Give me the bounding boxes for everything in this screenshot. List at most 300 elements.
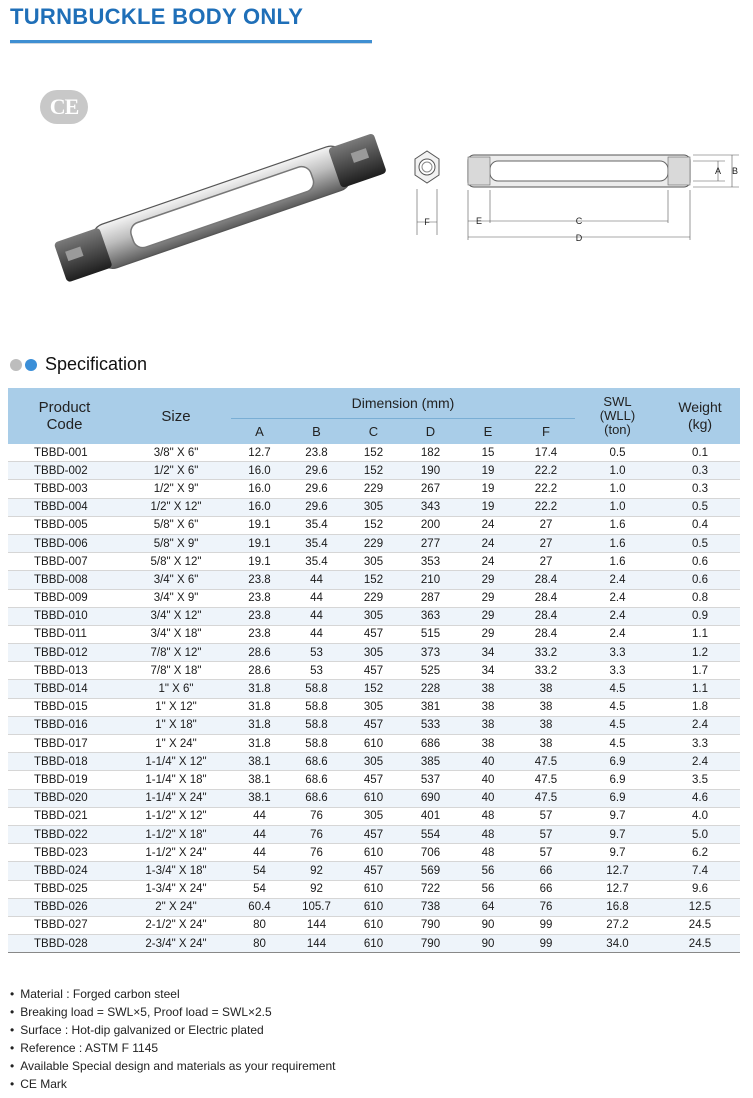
cell-d: 690 xyxy=(402,789,459,807)
cell-size: 1" X 24" xyxy=(121,735,231,753)
cell-weight: 6.2 xyxy=(660,844,740,862)
notes-list xyxy=(10,985,336,1093)
cell-d: 515 xyxy=(402,625,459,643)
cell-swl: 1.0 xyxy=(575,498,660,516)
dimension-drawing xyxy=(405,145,745,250)
cell-e: 24 xyxy=(459,553,517,571)
cell-e: 90 xyxy=(459,916,517,934)
cell-weight: 0.8 xyxy=(660,589,740,607)
cell-b: 92 xyxy=(288,880,345,898)
cell-size: 1/2" X 6" xyxy=(121,462,231,480)
cell-size: 3/4" X 18" xyxy=(121,625,231,643)
cell-code: TBBD-010 xyxy=(8,607,121,625)
cell-swl: 1.0 xyxy=(575,462,660,480)
cell-a: 19.1 xyxy=(231,516,288,534)
cell-code: TBBD-002 xyxy=(8,462,121,480)
bullet-dot-grey xyxy=(10,359,22,371)
cell-size: 5/8" X 9" xyxy=(121,534,231,552)
cell-c: 457 xyxy=(345,862,402,880)
cell-swl: 6.9 xyxy=(575,771,660,789)
cell-b: 53 xyxy=(288,662,345,680)
cell-swl: 2.4 xyxy=(575,571,660,589)
header-dim-c: C xyxy=(345,418,402,444)
cell-size: 7/8" X 12" xyxy=(121,644,231,662)
cell-swl: 3.3 xyxy=(575,662,660,680)
cell-e: 34 xyxy=(459,644,517,662)
cell-a: 23.8 xyxy=(231,571,288,589)
table-row xyxy=(8,516,740,534)
cell-c: 229 xyxy=(345,589,402,607)
cell-f: 38 xyxy=(517,735,575,753)
cell-swl: 1.6 xyxy=(575,516,660,534)
end-view-nut xyxy=(415,151,439,235)
cell-size: 3/8" X 6" xyxy=(121,444,231,462)
cell-size: 2-3/4" X 24" xyxy=(121,935,231,953)
cell-b: 44 xyxy=(288,571,345,589)
cell-weight: 2.4 xyxy=(660,753,740,771)
cell-code: TBBD-015 xyxy=(8,698,121,716)
cell-e: 29 xyxy=(459,571,517,589)
cell-e: 19 xyxy=(459,498,517,516)
cell-d: 790 xyxy=(402,935,459,953)
cell-code: TBBD-025 xyxy=(8,880,121,898)
cell-code: TBBD-026 xyxy=(8,898,121,916)
cell-c: 457 xyxy=(345,716,402,734)
cell-swl: 3.3 xyxy=(575,644,660,662)
table-row xyxy=(8,916,740,934)
table-row xyxy=(8,716,740,734)
cell-c: 610 xyxy=(345,935,402,953)
note-breaking-load: • Breaking load = SWL×5, Proof load = SWL×2.5 xyxy=(10,1003,336,1021)
cell-weight: 1.1 xyxy=(660,680,740,698)
cell-size: 1/2" X 12" xyxy=(121,498,231,516)
note-surface: • Surface : Hot-dip galvanized or Electric plated xyxy=(10,1021,336,1039)
header-dim-a: A xyxy=(231,418,288,444)
cell-weight: 0.5 xyxy=(660,498,740,516)
cell-e: 48 xyxy=(459,825,517,843)
specification-heading xyxy=(10,354,147,375)
cell-c: 305 xyxy=(345,498,402,516)
header-size: Size xyxy=(121,388,231,444)
cell-a: 38.1 xyxy=(231,753,288,771)
cell-d: 706 xyxy=(402,844,459,862)
header-dim-d: D xyxy=(402,418,459,444)
cell-e: 56 xyxy=(459,880,517,898)
cell-swl: 9.7 xyxy=(575,807,660,825)
header-dimension: Dimension (mm) xyxy=(231,388,575,418)
table-row xyxy=(8,771,740,789)
cell-f: 28.4 xyxy=(517,589,575,607)
cell-e: 29 xyxy=(459,589,517,607)
cell-swl: 4.5 xyxy=(575,698,660,716)
table-row xyxy=(8,862,740,880)
cell-weight: 24.5 xyxy=(660,935,740,953)
cell-size: 1-1/2" X 24" xyxy=(121,844,231,862)
cell-b: 53 xyxy=(288,644,345,662)
cell-b: 58.8 xyxy=(288,716,345,734)
cell-f: 76 xyxy=(517,898,575,916)
cell-swl: 12.7 xyxy=(575,862,660,880)
cell-code: TBBD-018 xyxy=(8,753,121,771)
cell-code: TBBD-017 xyxy=(8,735,121,753)
cell-e: 19 xyxy=(459,462,517,480)
cell-f: 17.4 xyxy=(517,444,575,462)
cell-code: TBBD-024 xyxy=(8,862,121,880)
cell-a: 16.0 xyxy=(231,498,288,516)
cell-c: 457 xyxy=(345,625,402,643)
cell-e: 48 xyxy=(459,844,517,862)
cell-e: 38 xyxy=(459,735,517,753)
dim-label-e: E xyxy=(475,216,483,226)
header-dim-f: F xyxy=(517,418,575,444)
cell-c: 305 xyxy=(345,553,402,571)
cell-weight: 0.6 xyxy=(660,553,740,571)
table-row xyxy=(8,607,740,625)
cell-code: TBBD-014 xyxy=(8,680,121,698)
cell-c: 305 xyxy=(345,607,402,625)
cell-a: 31.8 xyxy=(231,698,288,716)
cell-a: 54 xyxy=(231,880,288,898)
dim-label-a: A xyxy=(714,166,722,176)
cell-size: 1" X 6" xyxy=(121,680,231,698)
table-row xyxy=(8,789,740,807)
cell-a: 16.0 xyxy=(231,480,288,498)
cell-a: 23.8 xyxy=(231,607,288,625)
header-weight: Weight (kg) xyxy=(660,388,740,444)
cell-c: 305 xyxy=(345,753,402,771)
cell-swl: 1.6 xyxy=(575,553,660,571)
cell-f: 57 xyxy=(517,807,575,825)
header-product-code: Product Code xyxy=(8,388,121,444)
cell-b: 76 xyxy=(288,807,345,825)
cell-c: 610 xyxy=(345,916,402,934)
cell-f: 66 xyxy=(517,862,575,880)
cell-d: 267 xyxy=(402,480,459,498)
cell-f: 22.2 xyxy=(517,498,575,516)
table-row xyxy=(8,735,740,753)
section-title: Specification xyxy=(45,354,148,374)
cell-a: 80 xyxy=(231,935,288,953)
cell-c: 610 xyxy=(345,844,402,862)
cell-c: 152 xyxy=(345,516,402,534)
cell-code: TBBD-008 xyxy=(8,571,121,589)
title-underline-shadow xyxy=(10,43,372,44)
cell-swl: 9.7 xyxy=(575,825,660,843)
cell-size: 1-1/2" X 18" xyxy=(121,825,231,843)
cell-code: TBBD-005 xyxy=(8,516,121,534)
cell-a: 28.6 xyxy=(231,644,288,662)
cell-code: TBBD-013 xyxy=(8,662,121,680)
table-row xyxy=(8,753,740,771)
cell-swl: 2.4 xyxy=(575,625,660,643)
cell-weight: 0.5 xyxy=(660,534,740,552)
cell-f: 47.5 xyxy=(517,753,575,771)
cell-a: 38.1 xyxy=(231,789,288,807)
table-row xyxy=(8,698,740,716)
cell-size: 1-1/4" X 12" xyxy=(121,753,231,771)
cell-e: 24 xyxy=(459,516,517,534)
cell-weight: 24.5 xyxy=(660,916,740,934)
cell-e: 40 xyxy=(459,771,517,789)
cell-c: 229 xyxy=(345,534,402,552)
header-dim-b: B xyxy=(288,418,345,444)
cell-e: 38 xyxy=(459,680,517,698)
cell-d: 287 xyxy=(402,589,459,607)
cell-size: 1" X 18" xyxy=(121,716,231,734)
dim-label-f: F xyxy=(424,217,430,227)
cell-f: 38 xyxy=(517,680,575,698)
cell-size: 7/8" X 18" xyxy=(121,662,231,680)
cell-c: 152 xyxy=(345,571,402,589)
cell-d: 554 xyxy=(402,825,459,843)
cell-code: TBBD-011 xyxy=(8,625,121,643)
note-material: • Material : Forged carbon steel xyxy=(10,985,336,1003)
cell-size: 1-1/2" X 12" xyxy=(121,807,231,825)
cell-a: 28.6 xyxy=(231,662,288,680)
ce-mark-logo: CE xyxy=(40,90,88,124)
cell-weight: 5.0 xyxy=(660,825,740,843)
cell-weight: 1.1 xyxy=(660,625,740,643)
cell-code: TBBD-007 xyxy=(8,553,121,571)
cell-d: 569 xyxy=(402,862,459,880)
cell-c: 610 xyxy=(345,898,402,916)
cell-f: 33.2 xyxy=(517,644,575,662)
turnbuckle-photo xyxy=(50,115,390,290)
table-row xyxy=(8,498,740,516)
cell-a: 44 xyxy=(231,807,288,825)
cell-a: 44 xyxy=(231,844,288,862)
cell-swl: 4.5 xyxy=(575,716,660,734)
cell-a: 19.1 xyxy=(231,534,288,552)
cell-c: 305 xyxy=(345,807,402,825)
table-row xyxy=(8,553,740,571)
cell-code: TBBD-006 xyxy=(8,534,121,552)
cell-swl: 4.5 xyxy=(575,680,660,698)
cell-weight: 0.9 xyxy=(660,607,740,625)
cell-d: 537 xyxy=(402,771,459,789)
table-row xyxy=(8,644,740,662)
cell-f: 38 xyxy=(517,716,575,734)
table-row xyxy=(8,662,740,680)
cell-weight: 0.3 xyxy=(660,462,740,480)
cell-f: 99 xyxy=(517,935,575,953)
cell-c: 152 xyxy=(345,680,402,698)
specification-table xyxy=(8,388,740,953)
cell-weight: 0.6 xyxy=(660,571,740,589)
cell-weight: 2.4 xyxy=(660,716,740,734)
cell-swl: 16.8 xyxy=(575,898,660,916)
cell-f: 28.4 xyxy=(517,571,575,589)
cell-c: 457 xyxy=(345,662,402,680)
cell-code: TBBD-021 xyxy=(8,807,121,825)
cell-b: 58.8 xyxy=(288,735,345,753)
dim-label-b: B xyxy=(731,166,739,176)
table-row xyxy=(8,480,740,498)
cell-b: 44 xyxy=(288,607,345,625)
cell-swl: 4.5 xyxy=(575,735,660,753)
cell-size: 1-3/4" X 18" xyxy=(121,862,231,880)
cell-weight: 1.8 xyxy=(660,698,740,716)
cell-d: 343 xyxy=(402,498,459,516)
cell-a: 80 xyxy=(231,916,288,934)
cell-c: 610 xyxy=(345,735,402,753)
side-view-body xyxy=(468,155,739,243)
bullet-dot-blue xyxy=(25,359,37,371)
cell-a: 19.1 xyxy=(231,553,288,571)
cell-size: 1-1/4" X 18" xyxy=(121,771,231,789)
cell-swl: 9.7 xyxy=(575,844,660,862)
cell-f: 38 xyxy=(517,698,575,716)
cell-b: 44 xyxy=(288,625,345,643)
header-dim-e: E xyxy=(459,418,517,444)
cell-weight: 0.4 xyxy=(660,516,740,534)
cell-d: 210 xyxy=(402,571,459,589)
cell-size: 2" X 24" xyxy=(121,898,231,916)
cell-d: 686 xyxy=(402,735,459,753)
cell-b: 35.4 xyxy=(288,516,345,534)
cell-swl: 27.2 xyxy=(575,916,660,934)
cell-d: 182 xyxy=(402,444,459,462)
cell-e: 90 xyxy=(459,935,517,953)
cell-a: 23.8 xyxy=(231,589,288,607)
cell-weight: 4.0 xyxy=(660,807,740,825)
cell-c: 229 xyxy=(345,480,402,498)
cell-c: 457 xyxy=(345,771,402,789)
cell-e: 64 xyxy=(459,898,517,916)
cell-b: 29.6 xyxy=(288,462,345,480)
cell-b: 144 xyxy=(288,916,345,934)
cell-c: 152 xyxy=(345,444,402,462)
cell-d: 373 xyxy=(402,644,459,662)
cell-weight: 4.6 xyxy=(660,789,740,807)
cell-f: 99 xyxy=(517,916,575,934)
cell-weight: 7.4 xyxy=(660,862,740,880)
cell-swl: 2.4 xyxy=(575,589,660,607)
cell-size: 1-1/4" X 24" xyxy=(121,789,231,807)
cell-weight: 0.3 xyxy=(660,480,740,498)
cell-size: 1/2" X 9" xyxy=(121,480,231,498)
cell-swl: 2.4 xyxy=(575,607,660,625)
cell-a: 12.7 xyxy=(231,444,288,462)
note-ce-mark: • CE Mark xyxy=(10,1075,336,1093)
table-row xyxy=(8,534,740,552)
cell-code: TBBD-003 xyxy=(8,480,121,498)
cell-f: 47.5 xyxy=(517,771,575,789)
cell-b: 68.6 xyxy=(288,753,345,771)
page-title: TURNBUCKLE BODY ONLY xyxy=(10,4,304,29)
cell-b: 76 xyxy=(288,825,345,843)
cell-e: 29 xyxy=(459,625,517,643)
note-reference: • Reference : ASTM F 1145 xyxy=(10,1039,336,1057)
cell-c: 610 xyxy=(345,789,402,807)
cell-d: 722 xyxy=(402,880,459,898)
cell-f: 57 xyxy=(517,825,575,843)
cell-size: 1" X 12" xyxy=(121,698,231,716)
cell-code: TBBD-019 xyxy=(8,771,121,789)
cell-weight: 12.5 xyxy=(660,898,740,916)
cell-weight: 3.3 xyxy=(660,735,740,753)
cell-e: 24 xyxy=(459,534,517,552)
cell-b: 105.7 xyxy=(288,898,345,916)
table-row xyxy=(8,807,740,825)
cell-d: 738 xyxy=(402,898,459,916)
table-row xyxy=(8,462,740,480)
header-swl: SWL (WLL) (ton) xyxy=(575,388,660,444)
cell-swl: 6.9 xyxy=(575,789,660,807)
cell-b: 92 xyxy=(288,862,345,880)
cell-b: 23.8 xyxy=(288,444,345,462)
cell-b: 44 xyxy=(288,589,345,607)
cell-weight: 0.1 xyxy=(660,444,740,462)
table-row xyxy=(8,898,740,916)
cell-weight: 1.2 xyxy=(660,644,740,662)
cell-d: 381 xyxy=(402,698,459,716)
cell-e: 40 xyxy=(459,753,517,771)
cell-weight: 9.6 xyxy=(660,880,740,898)
cell-d: 401 xyxy=(402,807,459,825)
cell-a: 31.8 xyxy=(231,680,288,698)
cell-b: 144 xyxy=(288,935,345,953)
cell-c: 152 xyxy=(345,462,402,480)
cell-d: 525 xyxy=(402,662,459,680)
cell-c: 610 xyxy=(345,880,402,898)
cell-b: 29.6 xyxy=(288,498,345,516)
cell-c: 457 xyxy=(345,825,402,843)
cell-b: 68.6 xyxy=(288,771,345,789)
cell-size: 5/8" X 12" xyxy=(121,553,231,571)
cell-d: 533 xyxy=(402,716,459,734)
cell-b: 68.6 xyxy=(288,789,345,807)
cell-d: 353 xyxy=(402,553,459,571)
cell-d: 228 xyxy=(402,680,459,698)
cell-weight: 1.7 xyxy=(660,662,740,680)
table-row xyxy=(8,589,740,607)
cell-f: 33.2 xyxy=(517,662,575,680)
cell-e: 15 xyxy=(459,444,517,462)
cell-e: 34 xyxy=(459,662,517,680)
cell-f: 28.4 xyxy=(517,625,575,643)
cell-swl: 1.0 xyxy=(575,480,660,498)
cell-code: TBBD-027 xyxy=(8,916,121,934)
cell-b: 58.8 xyxy=(288,698,345,716)
cell-f: 28.4 xyxy=(517,607,575,625)
cell-d: 190 xyxy=(402,462,459,480)
cell-a: 44 xyxy=(231,825,288,843)
cell-e: 40 xyxy=(459,789,517,807)
table-row xyxy=(8,625,740,643)
table-row xyxy=(8,880,740,898)
cell-d: 200 xyxy=(402,516,459,534)
cell-a: 54 xyxy=(231,862,288,880)
cell-b: 58.8 xyxy=(288,680,345,698)
cell-f: 22.2 xyxy=(517,462,575,480)
table-row xyxy=(8,444,740,462)
table-row xyxy=(8,571,740,589)
cell-swl: 34.0 xyxy=(575,935,660,953)
cell-size: 1-3/4" X 24" xyxy=(121,880,231,898)
note-special-design: • Available Special design and materials as your requirement xyxy=(10,1057,336,1075)
cell-weight: 3.5 xyxy=(660,771,740,789)
cell-e: 29 xyxy=(459,607,517,625)
cell-e: 38 xyxy=(459,698,517,716)
cell-code: TBBD-023 xyxy=(8,844,121,862)
cell-f: 57 xyxy=(517,844,575,862)
cell-d: 385 xyxy=(402,753,459,771)
cell-f: 27 xyxy=(517,553,575,571)
cell-size: 3/4" X 9" xyxy=(121,589,231,607)
cell-a: 60.4 xyxy=(231,898,288,916)
cell-f: 47.5 xyxy=(517,789,575,807)
